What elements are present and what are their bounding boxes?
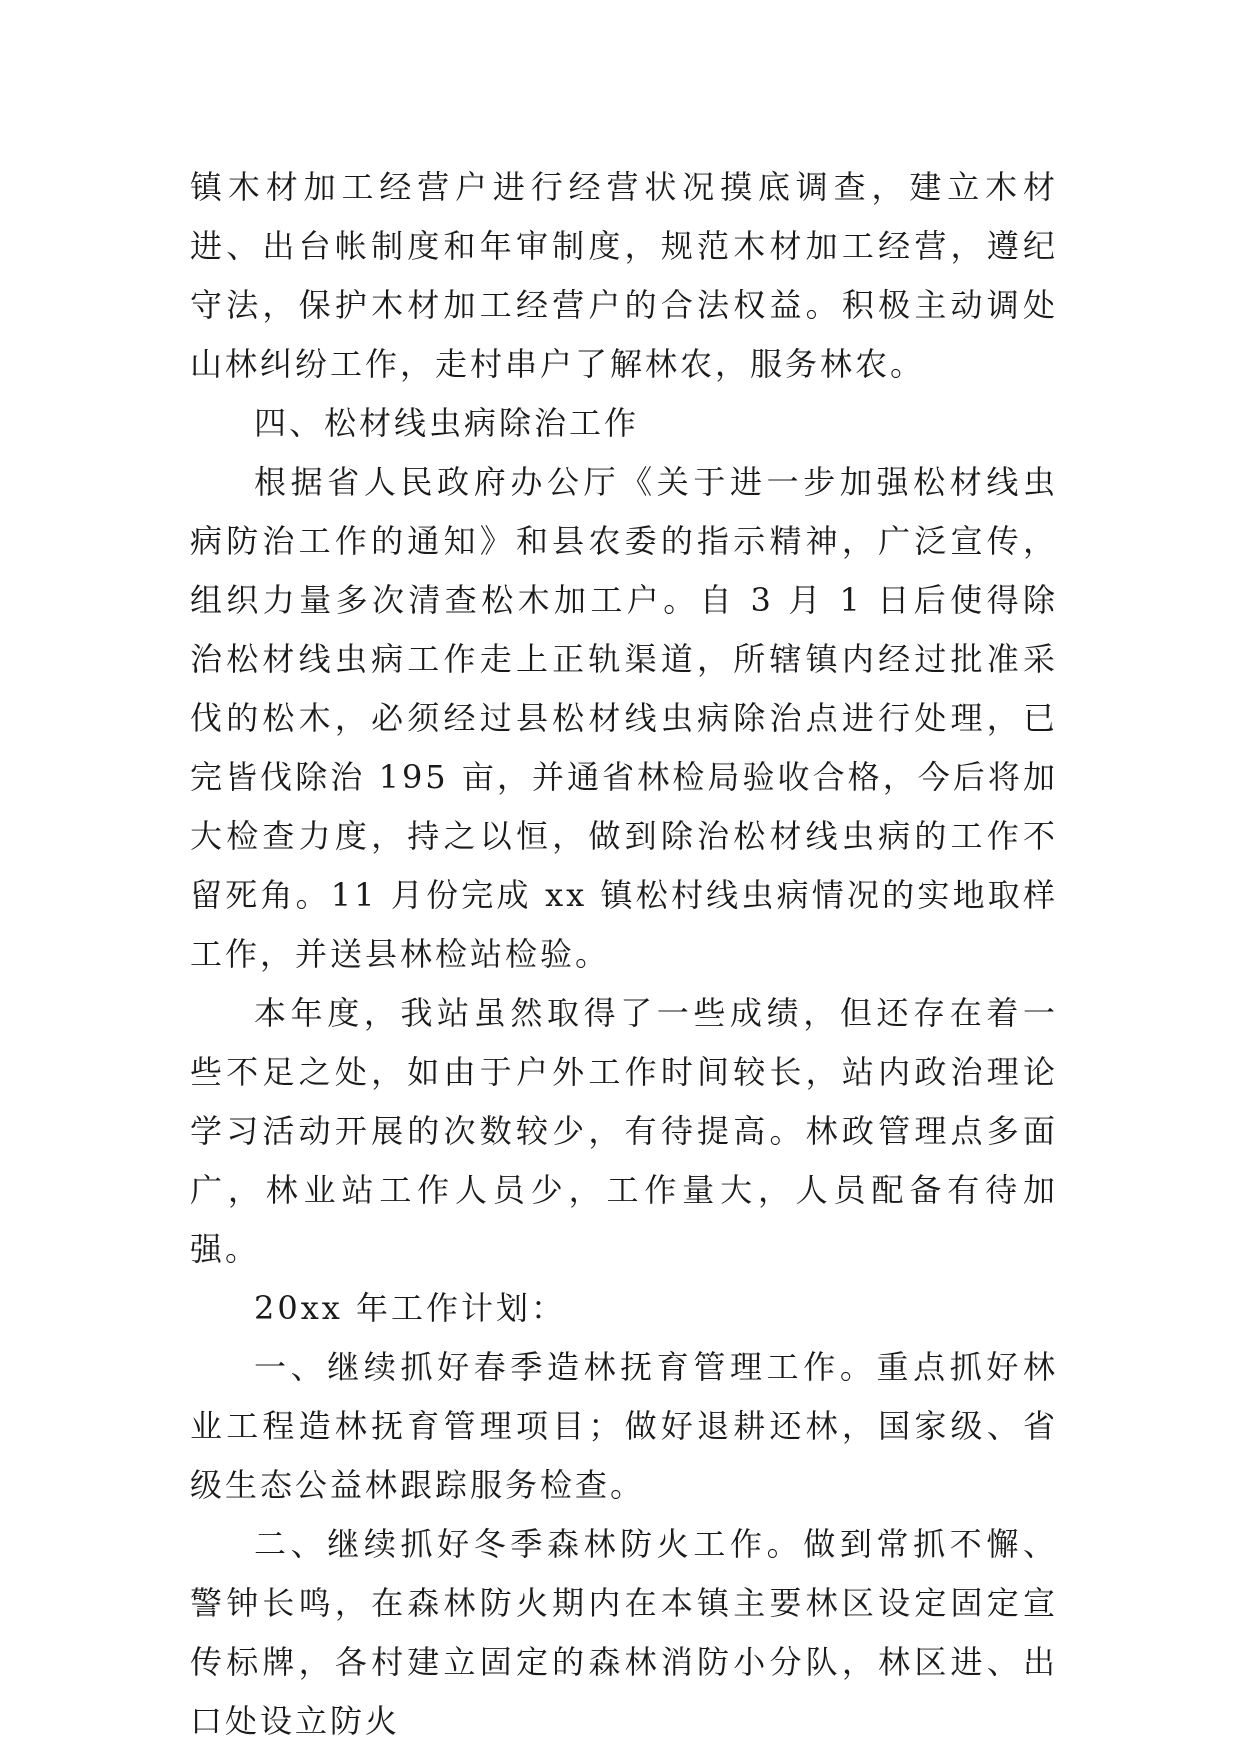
paragraph-shortcomings: 本年度，我站虽然取得了一些成绩，但还存在着一些不足之处，如由于户外工作时间较长，站内政治理论学习活动开展的次数较少，有待提高。林政管理点多面广，林业站工作人员少，工作量大，人员配备有待加强。 — [190, 994, 1058, 1268]
plan-item-spring-afforestation: 一、继续抓好春季造林抚育管理工作。重点抓好林业工程造林抚育管理项目；做好退耕还林，国家级、省级生态公益林跟踪服务检查。 — [190, 1348, 1058, 1504]
document-body — [190, 158, 1058, 1751]
paragraph-wood-processing: 镇木材加工经营户进行经营状况摸底调查，建立木材进、出台帐制度和年审制度，规范木材加工经营，遵纪守法，保护木材加工经营户的合法权益。积极主动调处山林纠纷工作，走村串户了解林农，服务林农。 — [190, 168, 1058, 383]
plan-item-winter-fire-prevention: 二、继续抓好冬季森林防火工作。做到常抓不懈、警钟长鸣，在森林防火期内在本镇主要林区设定固定宣传标牌，各村建立固定的森林消防小分队，林区进、出口处设立防火 — [190, 1525, 1058, 1740]
paragraph-pine-wilt-control: 根据省人民政府办公厅《关于进一步加强松材线虫病防治工作的通知》和县农委的指示精神，广泛宣传，组织力量多次清查松木加工户。自 3 月 1 日后使得除治松材线虫病工作走上正轨渠道，所辖镇内经过批准采伐的松木，必须经过县松材线虫病除治点进行处理，已完皆伐除治 195 亩，并通省林检局验收合格，今后将加大检查力度，持之以恒，做到除治松材线虫病的工作不留死角。11 月份完成 xx 镇松村线虫病情况的实地取样工作，并送县林检站检验。 — [190, 463, 1058, 973]
section-heading-pine-wilt: 四、松材线虫病除治工作 — [254, 404, 640, 442]
heading-work-plan: 20xx 年工作计划： — [254, 1289, 566, 1327]
